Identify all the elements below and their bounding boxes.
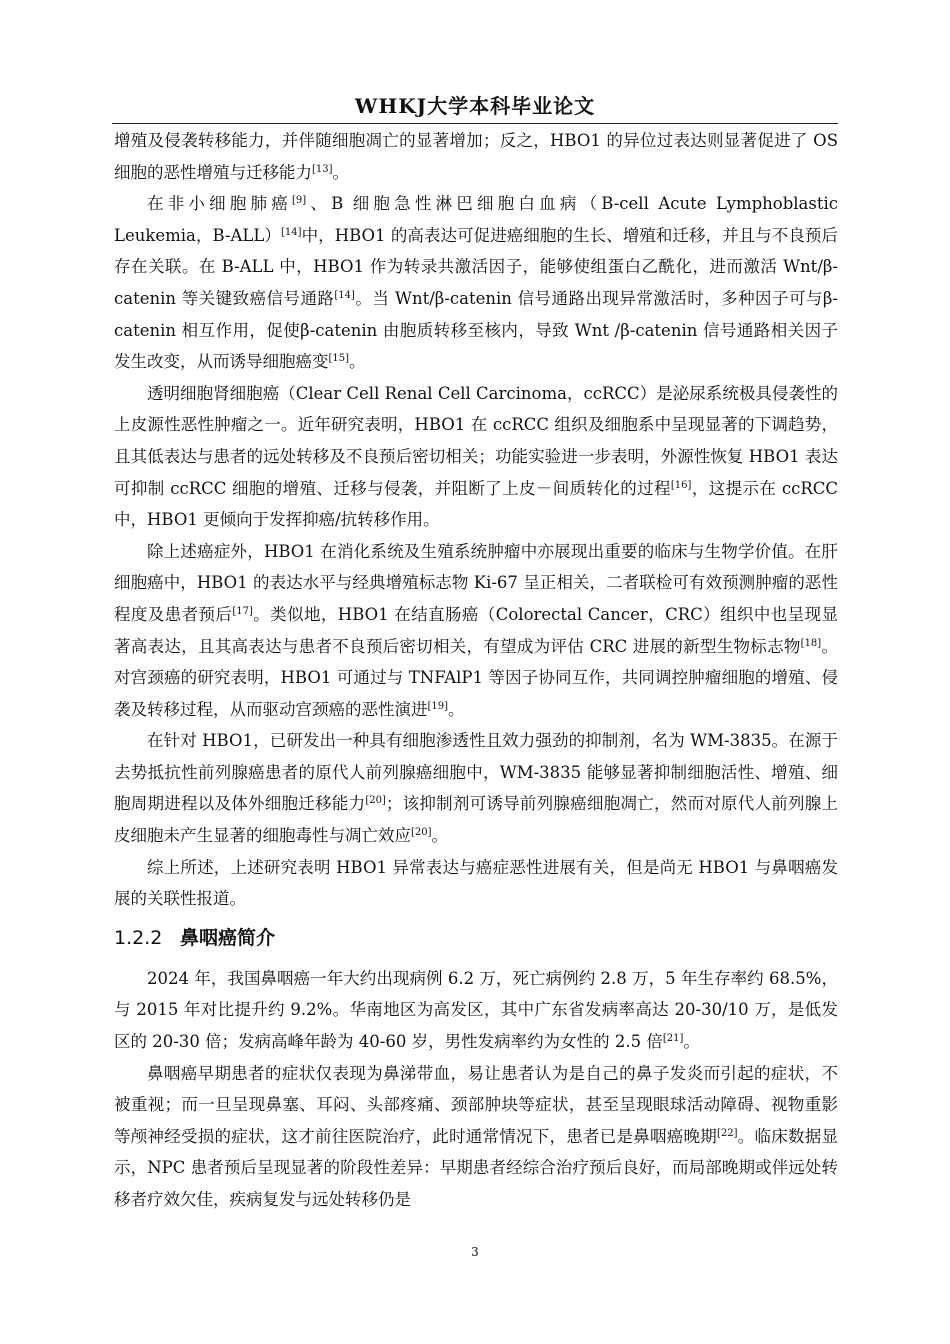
- paragraph: [114, 963, 838, 1058]
- paragraph-text: 。: [349, 352, 366, 372]
- paragraph-text: 2024 年，我国鼻咽癌一年大约出现病例 6.2 万，死亡病例约 2.8 万，5 年生存率约 68.5%，与 2015 年对比提升约 9.2%。华南地区为高发区，其中广东省发病率高达 20-30/10 万，是低发区的 20-30 倍；发病高峰年龄为 40-60 岁，男性发病率约为女性的 2.5 倍: [114, 968, 838, 1052]
- paragraph-text: 在针对 HBO1，已研发出一种具有细胞渗透性且效力强劲的抑制剂，名为 WM-3835。在源于去势抵抗性前列腺癌患者的原代人前列腺癌细胞中，WM-3835 能够显著抑制细胞活性、增殖、细胞周期进程以及体外细胞迁移能力: [114, 731, 838, 814]
- citation: [14]: [334, 289, 355, 301]
- citation: [15]: [328, 353, 350, 365]
- paragraph: [114, 378, 838, 536]
- paragraph-text: 。: [332, 162, 350, 182]
- citation: [13]: [312, 163, 333, 175]
- header-rule: [112, 123, 838, 124]
- citation: [14]: [280, 226, 302, 238]
- section-heading: [114, 923, 838, 953]
- citation: [21]: [662, 1033, 684, 1045]
- paragraph: [114, 725, 838, 851]
- citation: [22]: [716, 1127, 738, 1139]
- running-header: WHKJ大学本科毕业论文: [354, 94, 596, 118]
- section-title: 鼻咽癌简介: [180, 926, 276, 949]
- citation: [20]: [411, 827, 432, 839]
- paragraph-text: 透明细胞肾细胞癌（Clear Cell Renal Cell Carcinoma，ccRCC）是泌尿系统极具侵袭性的上皮源性恶性肿瘤之一。近年研究表明，HBO1 在 ccRCC 组织及细胞系中呈现显著的下调趋势，且其低表达与患者的远处转移及不良预后密切相关；功能实验进一步表明，外源性恢复 HBO1 表达可抑制 ccRCC 细胞的增殖、迁移与侵袭，并阻断了上皮－间质转化的过程: [114, 383, 838, 498]
- citation: [9]: [292, 195, 307, 207]
- page-number: 3: [471, 1245, 479, 1259]
- paragraph: [114, 852, 838, 915]
- paragraph-text: 、B 细胞急性淋巴细胞白血病（B-cell Acute Lymphoblastic Leukemia，B-ALL）: [114, 194, 839, 245]
- paragraph-text: 。: [431, 826, 449, 846]
- paragraph-text: 。类似地，HBO1 在结直肠癌（Colorectal Cancer，CRC）组织中也呈现显著高表达，且其高表达与患者不良预后密切相关，有望成为评估 CRC 进展的新型生物标志物: [114, 604, 838, 656]
- paragraph-text: 。: [683, 1032, 700, 1052]
- citation: [17]: [232, 605, 253, 617]
- paragraph: [114, 536, 838, 726]
- citation: [18]: [800, 637, 822, 649]
- paragraph-text: 在非小细胞肺癌: [147, 194, 293, 214]
- paragraph-text: 中，HBO1 的高表达可促进癌细胞的生长、增殖和迁移，并且与不良预后存在关联。在 B-ALL 中，HBO1 作为转录共激活因子，能够使组蛋白乙酰化，进而激活 Wnt/β-catenin 等关键致癌信号通路: [114, 225, 838, 308]
- paragraph: [114, 1058, 838, 1216]
- citation: [20]: [365, 795, 386, 807]
- paragraph-text: ；该抑制剂可诱导前列腺癌细胞凋亡，然而对原代人前列腺上皮细胞未产生显著的细胞毒性与凋亡效应: [114, 794, 839, 846]
- paragraph-text: 增殖及侵袭转移能力，并伴随细胞凋亡的显著增加；反之，HBO1 的异位过表达则显著促进了 OS 细胞的恶性增殖与迁移能力: [114, 131, 838, 182]
- paragraph-text: 综上所述，上述研究表明 HBO1 异常表达与癌症恶性进展有关，但是尚无 HBO1 与鼻咽癌发展的关联性报道。: [114, 857, 838, 909]
- paragraph-text: 鼻咽癌早期患者的症状仅表现为鼻涕带血，易让患者认为是自己的鼻子发炎而引起的症状，不被重视；而一旦呈现鼻塞、耳闷、头部疼痛、颈部肿块等症状，甚至呈现眼球活动障碍、视物重影等颅神经受损的症状，这才前往医院治疗，此时通常情况下，患者已是鼻咽癌晚期: [114, 1063, 838, 1146]
- paragraph-text: 。当 Wnt/β-catenin 信号通路出现异常激活时，多种因子可与β-catenin 相互作用，促使β-catenin 由胞质转移至核内，导致 Wnt /β-catenin 信号通路相关因子发生改变，从而诱导细胞癌变: [114, 288, 839, 372]
- paragraph-text: 。临床数据显示，NPC 患者预后呈现显著的阶段性差异：早期患者经综合治疗预后良好，而局部晚期或伴远处转移者疗效欠佳，疾病复发与远处转移仍是: [114, 1126, 839, 1209]
- citation: [19]: [427, 700, 449, 712]
- section-number: 1.2.2: [114, 926, 163, 949]
- paragraph-continued: [114, 125, 838, 188]
- paragraph-text: 。对宫颈癌的研究表明，HBO1 可通过与 TNFAlP1 等因子协同互作，共同调控肿瘤细胞的增殖、侵袭及转移过程，从而驱动宫颈癌的恶性演进: [114, 636, 838, 719]
- paragraph: [114, 188, 838, 378]
- citation: [16]: [670, 479, 692, 491]
- paragraph-text: 。: [448, 699, 465, 719]
- paragraph-text: 除上述癌症外，HBO1 在消化系统及生殖系统肿瘤中亦展现出重要的临床与生物学价值。在肝细胞癌中，HBO1 的表达水平与经典增殖标志物 Ki-67 呈正相关，二者联检可有效预测肿瘤的恶性程度及患者预后: [114, 541, 838, 624]
- paragraph-text: ，这提示在 ccRCC 中，HBO1 更倾向于发挥抑癌/抗转移作用。: [114, 478, 838, 530]
- document-body: [114, 125, 838, 1216]
